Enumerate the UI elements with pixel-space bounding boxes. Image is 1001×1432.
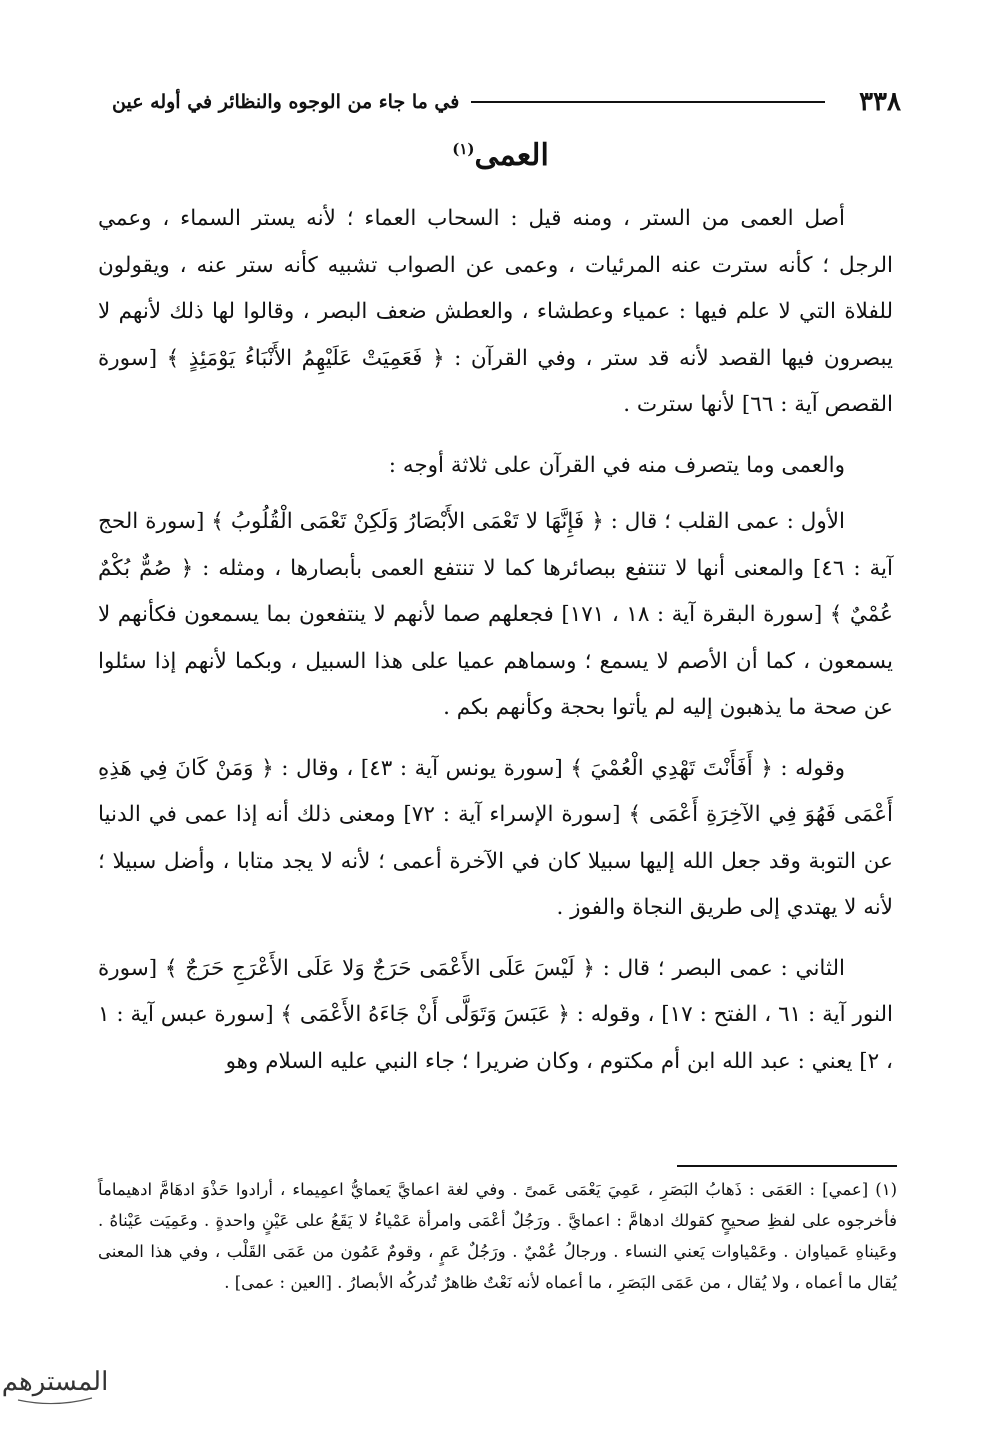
- paragraph-first-sense: الأول : عمى القلب ؛ قال : ﴿ فَإِنَّهَا لا تَعْمَى الأَبْصَارُ وَلَكِنْ تَعْمَى الْقُلُوبُ ﴾ [سورة الحج آية : ٤٦] والمعنى أنها لا تنتفع ببصائرها كما لا تنتفع العمى بأبصارها ، ومثله : ﴿ صُمٌّ بُكْمٌ عُمْيٌ ﴾ [سورة البقرة آية : ١٨ ، ١٧١] فجعلهم صما لأنهم لا ينتفعون بما يسمعون فكأنهم لا يسمعون ، كما أن الأصم لا يسمع ؛ وسماهم عميا على هذا السبيل ، وبكما لأنهم إذا سئلوا عن صحة ما يذهبون إليه لم يأتوا بحجة وكأنهم بكم .: [98, 509, 893, 720]
- footnote-1: (١) [عمي] : العَمَى : ذَهابُ البَصَرِ ، عَمِيَ يَعْمَى عَمىً . وفي لغة اعمايَّ يَعمايُّ اعمِيماء ، أرادوا حَذْوَ ادهَامَّ ادهيماماً فأخرجوه على لفظِ صحيحٍ كقولك ادهامَّ : اعمايَّ . ورَجُلٌ أعْمَى وامرأة عَمْياءُ لا يَقَعُ على عَيْنٍ واحدةٍ . وعَمِيَت عَيْناهُ . وعَيناهِ عَمياوان . وعَمْياوات يَعني النساء . ورجالُ عُمْيٌ . ورَجُلٌ عَمٍ ، وقومٌ عَمُون من عَمَى القَلْب ، وفي هذا المعنى يُقال ما أعماه ، ولا يُقال ، من عَمَى البَصَرِ ، ما أعماه لأنه نَعْتٌ ظاهرٌ تُدركُه الأبصارُ . [العين : عمى] .: [98, 1180, 897, 1292]
- paragraph-second-sense: الثاني : عمى البصر ؛ قال : ﴿ لَيْسَ عَلَى الأَعْمَى حَرَجٌ وَلا عَلَى الأَعْرَجِ حَرَجٌ ﴾ [سورة النور آية : ٦١ ، الفتح : ١٧] ، وقوله : ﴿ عَبَسَ وَتَوَلَّى أَنْ جَاءَهُ الأَعْمَى ﴾ [سورة عبس آية : ١ ، ٢] يعني : عبد الله ابن أم مكتوم ، وكان ضريرا ؛ جاء النبي عليه السلام وهو: [98, 955, 893, 1074]
- running-title: في ما جاء من الوجوه والنظائر في أوله عين: [112, 91, 460, 113]
- footnotes: [98, 1174, 897, 1298]
- page-number: ٣٣٨: [859, 87, 901, 117]
- header-rule: [471, 101, 825, 103]
- footnote-rule: [677, 1165, 897, 1167]
- section-title-text: العمى: [474, 138, 549, 173]
- section-title: [0, 138, 1001, 173]
- footnote-marker: (١): [452, 140, 475, 158]
- watermark-text: المسترهم: [1, 1367, 109, 1397]
- library-logo: [1, 1352, 109, 1414]
- page-header: [112, 82, 901, 122]
- paragraph-intro: أصل العمى من الستر ، ومنه قيل : السحاب العماء ؛ لأنه يستر السماء ، وعمي الرجل ؛ كأنه سترت عنه المرئيات ، وعمى عن الصواب تشبيه كأنه ستر عنه ، ويقولون للفلاة التي لا علم فيها : عمياء وعطشاء ، والعطش ضعف البصر ، وقالوا لها ذلك لأنهم لا يبصرون فيها القصد لأنه قد ستر ، وفي القرآن : ﴿ فَعَمِيَتْ عَلَيْهِمُ الأَنْبَاءُ يَوْمَئِذٍ ﴾ [سورة القصص آية : ٦٦] لأنها سترت .: [98, 206, 893, 417]
- paragraph-first-sense-cont: وقوله : ﴿ أَفَأَنْتَ تَهْدِي الْعُمْيَ ﴾ [سورة يونس آية : ٤٣] ، وقال : ﴿ وَمَنْ كَانَ فِي هَذِهِ أَعْمَى فَهُوَ فِي الآخِرَةِ أَعْمَى ﴾ [سورة الإسراء آية : ٧٢] ومعنى ذلك أنه إذا عمى في الدنيا عن التوبة وقد جعل الله إليها سبيلا كان في الآخرة أعمى ؛ لأنه لا يجد متابا ، وأضل سبيلا ؛ لأنه لا يهتدي إلى طريق النجاة والفوز .: [98, 755, 893, 920]
- paragraph-overview: والعمى وما يتصرف منه في القرآن على ثلاثة أوجه :: [388, 452, 845, 478]
- body-text: [98, 196, 893, 1099]
